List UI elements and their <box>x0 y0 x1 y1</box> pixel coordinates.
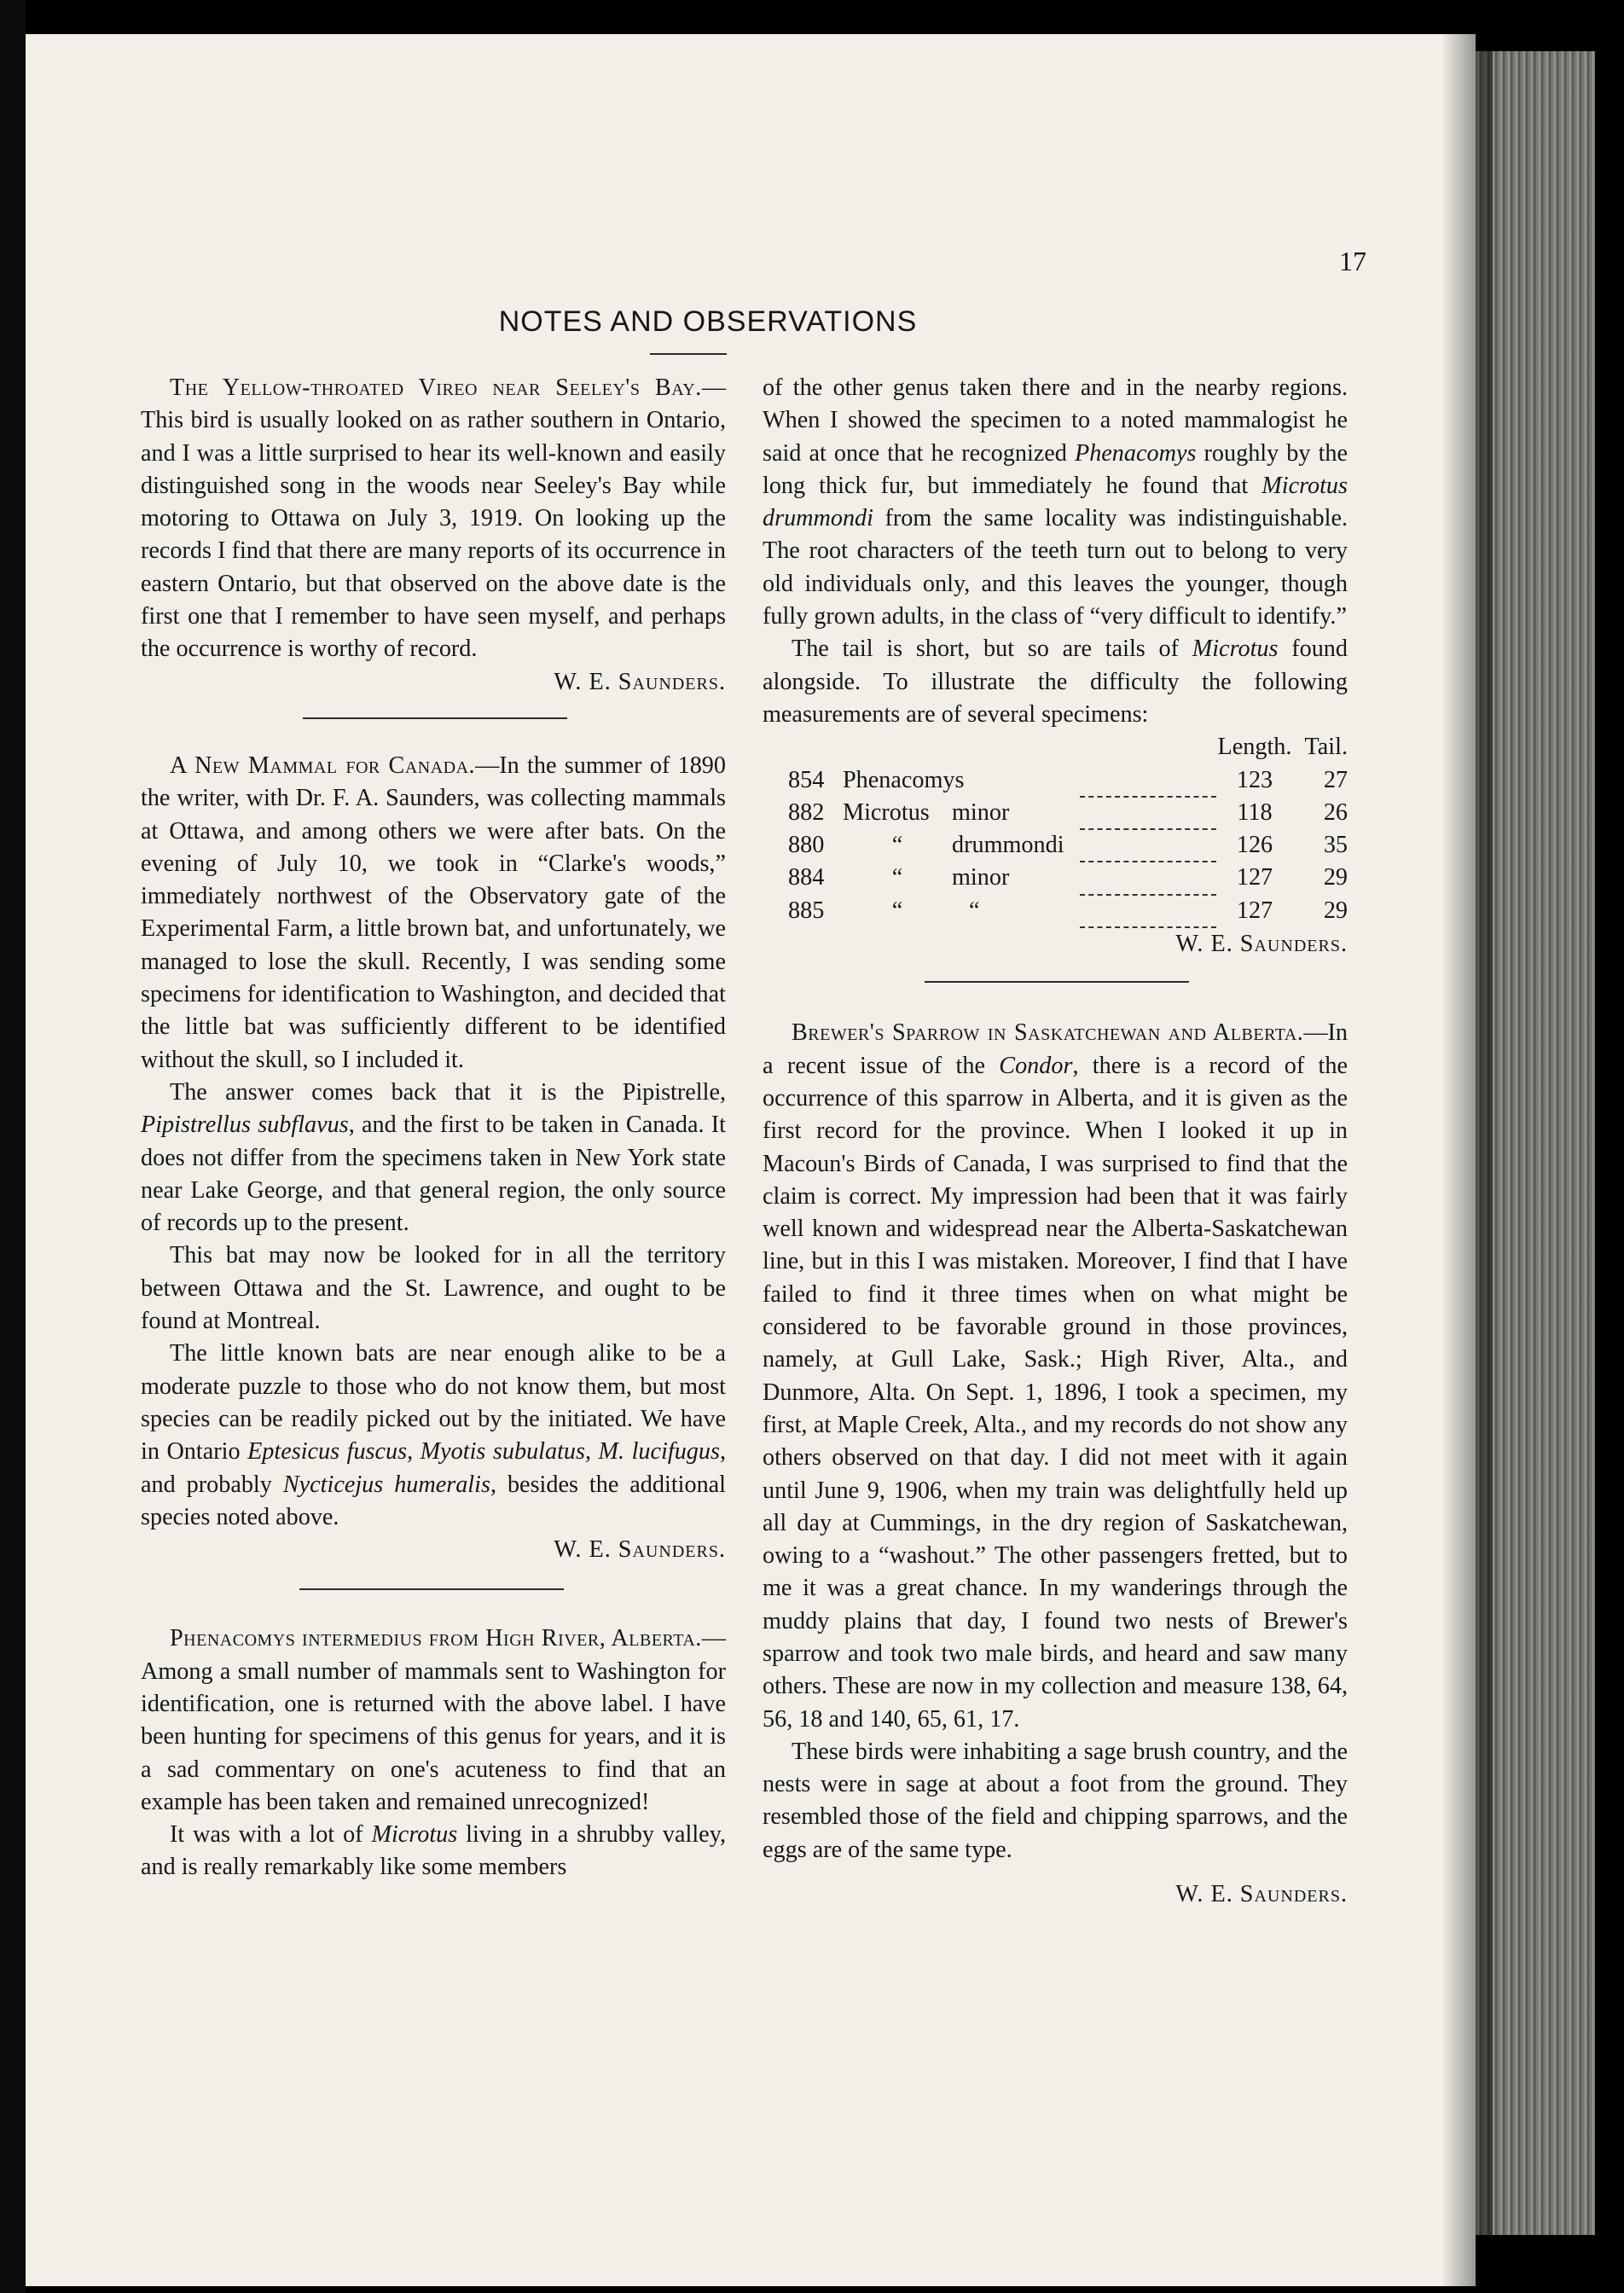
table-header <box>763 731 1348 763</box>
sparrow-title: Brewer's Sparrow in Saskatchewan and Alberta. <box>792 1019 1304 1047</box>
phenacomys-p2-text-3: of the other genus taken there and in the nearby regions. When I showed the specimen to a noted mammalogist he said at once that he recognized <box>763 374 1348 467</box>
length-header: Length. <box>1217 734 1292 761</box>
mammal-title: A New Mammal for Canada. <box>170 752 476 779</box>
left-column <box>141 372 726 1884</box>
leader-dots <box>1080 829 1216 862</box>
specimen-species: minor <box>952 864 1010 891</box>
specimen-species: drummondi <box>952 832 1064 859</box>
sparrow-p1-text: —In a recent issue of the <box>763 1019 1348 1079</box>
book-spine <box>0 0 26 2293</box>
phenacomys-title: Phenacomys intermedius from High River, Alberta. <box>170 1625 702 1652</box>
mammal-note-p4 <box>141 1338 726 1534</box>
specimen-tail: 26 <box>1323 798 1348 826</box>
table-row <box>763 895 1348 927</box>
page-shadow <box>1441 34 1493 2286</box>
genus-name: Microtus <box>371 1821 458 1849</box>
table-row <box>763 862 1348 894</box>
phenacomys-note-p2-start <box>141 1819 726 1884</box>
phenacomys-signature: W. E. Saunders. <box>1175 931 1348 958</box>
specimen-number: 880 <box>788 832 825 859</box>
specimen-species: minor <box>952 798 1010 826</box>
specimen-length: 123 <box>1236 766 1273 793</box>
phenacomys-p3-text: The tail is short, but so are tails of <box>792 636 1192 663</box>
species-list: Eptesicus fuscus, Myotis subulatus, M. lucifugus <box>247 1438 720 1466</box>
vireo-body: —This bird is usually looked on as rather southern in Ontario, and I was a little surprised to hear its well-known and easily distinguished song in the woods near Seeley's Bay while motoring to Ottawa on July 3, 1919. On looking up the records I find that there are many reports of its occurrence in eastern Ontario, but that observed on the above date is the first one that I remember to have seen myself, and perhaps the occurrence is worthy of record. <box>141 374 726 663</box>
specimen-genus: Microtus <box>843 798 930 826</box>
section-rule <box>925 981 1189 983</box>
phenacomys-p2-text-2: living in a shrubby valley, and is really remarkably like some members <box>141 1821 727 1881</box>
table-row <box>763 829 1348 862</box>
specimen-length: 118 <box>1237 798 1273 826</box>
leader-dots <box>1080 764 1216 797</box>
section-rule <box>303 717 567 719</box>
specimen-number: 885 <box>788 897 825 924</box>
mammal-p1-text: —In the summer of 1890 the writer, with Dr. F. A. Saunders, was collecting mammals at Ottawa, and among others we were after bats. On the evening of July 10, we took in “Clarke's woods,” immediately northwest of the Observatory gate of the Experimental Farm, a little brown bat, and unfortunately, we managed to lose the skull. Recently, I was sending some specimens for identification to Washington, and decided that the little bat was sufficiently different to be identified without the skull, so I included it. <box>141 752 726 1073</box>
species-name: Pipistrellus subflavus <box>141 1112 349 1139</box>
title-rule <box>650 353 727 355</box>
sparrow-note-p2: These birds were inhabiting a sage brush country, and the nests were in sage at about a foot from the ground. They resembled those of the field and chipping sparrows, and the eggs are of the same type. <box>763 1738 1348 1863</box>
specimen-genus: Phenacomys <box>843 766 965 793</box>
right-column <box>763 372 1348 1911</box>
specimen-length: 127 <box>1236 897 1273 924</box>
divider-2 <box>141 1566 726 1623</box>
mammal-p2-text-2: , and the first to be taken in Canada. It does not differ from the specimens taken in New York state near Lake George, and that general region, the only source of records up to the present. <box>141 1112 726 1237</box>
genus-name: Phenacomys <box>1074 439 1197 467</box>
phenacomys-p2-text: It was with a lot of <box>170 1821 372 1849</box>
section-title: NOTES AND OBSERVATIONS <box>498 305 918 338</box>
measurements-table <box>763 731 1348 928</box>
leader-dots <box>1080 797 1216 829</box>
phenacomys-p1-text: —Among a small number of mammals sent to Washington for identification, one is returned with the above label. I have been hunting for specimens of this genus for years, and it is a sad commentary on one's acuteness to find that an example has been taken and remained unrecognized! <box>141 1625 726 1815</box>
mammal-note-p1 <box>141 750 726 1077</box>
phenacomys-note-p3 <box>763 633 1348 731</box>
divider-1 <box>141 699 726 750</box>
page-number: 17 <box>1339 246 1366 276</box>
mammal-note-p2 <box>141 1077 726 1239</box>
mammal-p4-text: The little known bats are near enough alike to be a moderate puzzle to those who do not know them, but most species can be readily picked out by the initiated. We have in Ontario <box>141 1340 726 1466</box>
table-row <box>763 764 1348 797</box>
specimen-species: “ <box>969 897 980 924</box>
specimen-length: 127 <box>1236 864 1273 891</box>
table-row <box>763 797 1348 829</box>
phenacomys-note-p2-cont <box>763 372 1348 633</box>
phenacomys-note-p1 <box>141 1623 726 1819</box>
vireo-title: The Yellow-throated Vireo near Seeley's Bay. <box>170 374 702 401</box>
sparrow-signature: W. E. Saunders. <box>1175 1881 1348 1908</box>
specimen-tail: 35 <box>1323 832 1348 859</box>
specimen-genus: “ <box>891 832 903 859</box>
specimen-tail: 29 <box>1323 897 1348 924</box>
mammal-p4-text-3: , besides the additional species noted above. <box>141 1471 727 1530</box>
genus-name: Microtus <box>1192 636 1279 663</box>
section-rule <box>299 1588 564 1590</box>
specimen-tail: 29 <box>1323 864 1348 891</box>
tail-header: Tail. <box>1304 734 1348 761</box>
leader-dots <box>1080 862 1216 894</box>
species-name: Nycticejus humeralis <box>282 1471 490 1498</box>
phenacomys-p3-text-2: found alongside. To illustrate the difficulty the following measurements are of several specimens: <box>763 636 1348 728</box>
mammal-signature: W. E. Saunders. <box>554 1536 726 1564</box>
species-name: Microtus drummondi <box>763 472 1348 532</box>
book-page <box>26 34 1476 2286</box>
vireo-note <box>141 372 726 666</box>
divider-3 <box>763 961 1348 1017</box>
mammal-p2-text: The answer comes back that it is the Pipistrelle, <box>170 1078 726 1106</box>
vireo-signature: W. E. Saunders. <box>554 668 726 695</box>
mammal-p4-text-2: , and probably <box>141 1438 726 1498</box>
specimen-length: 126 <box>1236 832 1273 859</box>
leader-dots <box>1080 895 1216 927</box>
sparrow-note-p1 <box>763 1017 1348 1736</box>
specimen-tail: 27 <box>1323 766 1348 793</box>
specimen-number: 884 <box>788 864 825 891</box>
phenacomys-p2-text-4: roughly by the long thick fur, but immediately he found that <box>763 439 1348 499</box>
specimen-genus: “ <box>891 897 903 924</box>
mammal-note-p3: This bat may now be looked for in all the territory between Ottawa and the St. Lawrence, and ought to be found at Montreal. <box>141 1242 726 1335</box>
specimen-number: 882 <box>788 798 825 826</box>
phenacomys-p2-text-5: from the same locality was indistinguishable. The root characters of the teeth turn out to belong to very old individuals only, and this leaves the younger, though fully grown adults, in the class of “very difficult to identify.” <box>763 505 1348 630</box>
specimen-genus: “ <box>891 864 903 891</box>
specimen-number: 854 <box>788 766 825 793</box>
page-fore-edge <box>1476 51 1595 2235</box>
sparrow-p1-text-2: , there is a record of the occurrence of this sparrow in Alberta, and it is given as the first record for the province. When I looked it up in Macoun's Birds of Canada, I was surprised to find that the claim is correct. My impression had been that it was fairly well known and widespread near the Alberta-Saskatchewan line, but in this I was mistaken. Moreover, I find that I have failed to find it three times when on what might be considered to be favorable ground in those provinces, namely, at Gull Lake, Sask.; High River, Alta., and Dunmore, Alta. On Sept. 1, 1896, I took a specimen, my first, at Maple Creek, Alta., and my records do not show any others observed on that day. I did not meet with it again until June 9, 1906, when my train was delightfully held up all day at Cummings, in the dry region of Saskatchewan, owing to a “washout.” The other passengers fretted, but to me it was a great chance. In my wanderings through the muddy plains that day, I found two nests of Brewer's sparrow and took two male birds, and heard and saw many others. These are now in my collection and measure 138, 64, 56, 18 and 140, 65, 61, 17. <box>763 1052 1348 1733</box>
journal-name: Condor <box>999 1052 1073 1079</box>
